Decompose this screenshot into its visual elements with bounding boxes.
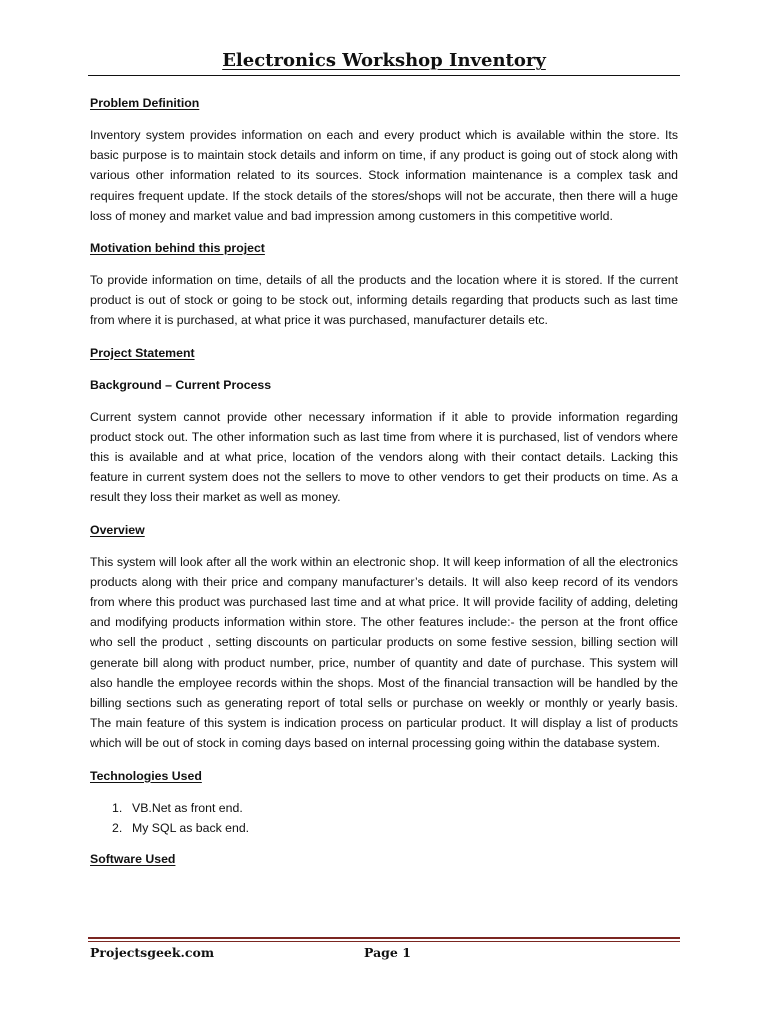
software-heading: Software Used — [90, 851, 176, 866]
footer-rule-thick — [88, 937, 680, 939]
project-statement-heading: Project Statement — [90, 345, 195, 360]
technologies-heading: Technologies Used — [90, 768, 202, 783]
footer-site: Projectsgeek.com — [90, 945, 215, 960]
title-rule — [88, 75, 680, 76]
document-title: Electronics Workshop Inventory — [222, 50, 546, 71]
list-item — [112, 798, 678, 818]
footer-rule-thin — [88, 941, 680, 942]
list-number: 1. — [112, 800, 123, 815]
list-number: 2. — [112, 820, 123, 835]
background-paragraph: Current system cannot provide other necessary information if it able to provide information regarding product stock out. The other information such as last time from where it is purchased, list of vendors where this is available and at what price, location of the vendors along with their contact details. Lacking this feature in current system does not the sellers to move to other vendors to get their products on time. As a result they loss their market as well as money. — [90, 409, 678, 505]
problem-definition-heading: Problem Definition — [90, 96, 200, 110]
motivation-heading: Motivation behind this project — [90, 241, 265, 256]
footer-page-number: Page 1 — [364, 945, 411, 960]
background-subheading: Background – Current Process — [90, 377, 272, 392]
motivation-paragraph: To provide information on time, details of all the products and the location where it is stored. If the current product is out of stock or going to be stock out, informing details regarding that products such as last time from where it is purchased, at what price it was purchased, manufacturer details etc. — [90, 273, 678, 328]
list-item — [112, 818, 678, 838]
overview-heading: Overview — [90, 522, 145, 537]
technologies-list — [90, 798, 678, 838]
problem-definition-paragraph: Inventory system provides information on each and every product which is available within the store. Its basic purpose is to maintain stock details and inform on time, if any product is going out of stock along with various other information related to its sources. Stock information maintenance is a complex task and requires frequent update. If the stock details of the stores/shops will not be accurate, then there will a huge loss of money and market value and bad impression among customers in this competitive world. — [90, 128, 678, 223]
list-text: VB.Net as front end. — [132, 800, 243, 815]
document-content — [90, 93, 678, 869]
overview-paragraph: This system will look after all the work within an electronic shop. It will keep information of all the electronics products along with their price and company manufacturer’s details. It will also keep record of its vendors from where this product was purchased last time and at what price. It will provide facility of adding, deleting and modifying products information within store. The other features include:- the person at the front office who sell the product , setting discounts on particular products on some festive session, billing section will generate bill along with product number, price, number of quantity and date of purchase. This system will also handle the employee records within the shops. Most of the financial transaction will be handled by the billing sections such as generating report of total sells or purchase on weekly or monthly or yearly basis. The main feature of this system is indication process on particular product. It will display a list of products which will be out of stock in coming days based on internal processing going within the database system. — [90, 554, 678, 751]
list-text: My SQL as back end. — [132, 820, 250, 835]
